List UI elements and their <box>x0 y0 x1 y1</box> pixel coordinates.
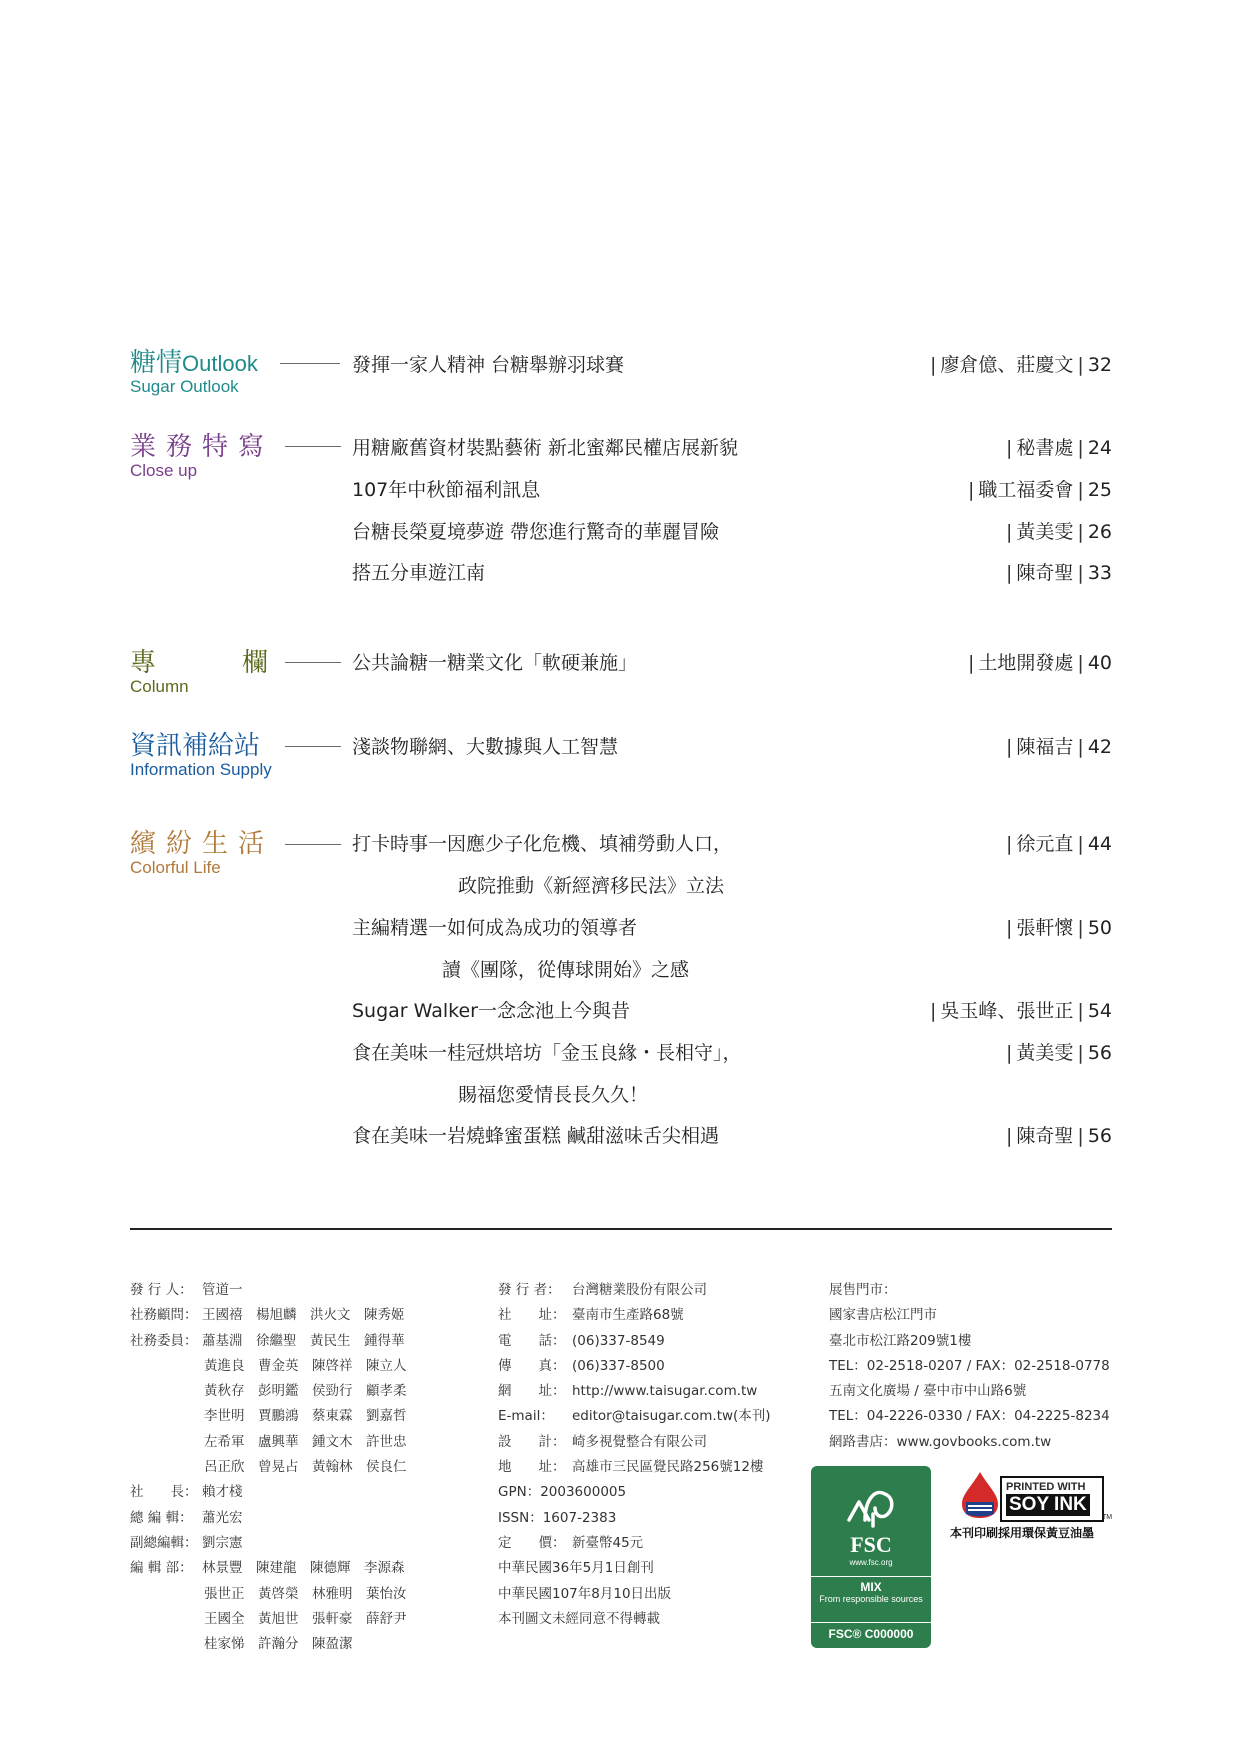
section-subtitle-column: Column <box>130 677 189 696</box>
author-name: 職工福委會 <box>978 479 1074 501</box>
fsc-logo <box>811 1466 931 1648</box>
staff-row-committee-cont: 李世明 賈鵬鴻 蔡東霖 劉嘉哲 <box>204 1408 407 1425</box>
toc-entry-title[interactable]: 搭五分車遊江南 <box>352 562 486 584</box>
author-name: 廖倉億、莊慶文 <box>940 354 1074 376</box>
toc-entry-author: | 陳奇聖 | 56 <box>1005 1125 1112 1147</box>
soy-line1: PRINTED WITH <box>1006 1481 1086 1493</box>
staff-row-chief-editor <box>130 1506 407 1531</box>
value: (06)337-8549 <box>572 1332 665 1349</box>
store-line: 國家書店松江門市 <box>829 1307 937 1324</box>
toc-entry-author: | 秘書處 | 24 <box>1005 437 1112 459</box>
staff-row-editors-cont: 桂家悌 許瀚分 陳盈潔 <box>204 1636 353 1653</box>
toc-entry-title[interactable]: 打卡時事一因應少子化危機、填補勞動人口， <box>352 833 733 855</box>
stores-column <box>829 1278 1110 1455</box>
stores-heading: 展售門市： <box>829 1282 897 1298</box>
label: 發 行 人： <box>130 1282 193 1298</box>
toc-entry-author: | 張軒懷 | 50 <box>1005 917 1112 939</box>
page-number: 54 <box>1087 1000 1112 1022</box>
value: 新臺幣45元 <box>572 1534 644 1551</box>
author-name: 吳玉峰、張世正 <box>940 1000 1074 1022</box>
staff-column <box>130 1278 407 1657</box>
staff-row-editors-cont: 張世正 黃啓榮 林雅明 葉怡汝 <box>204 1585 407 1602</box>
section-title-column <box>130 648 270 678</box>
label: 傳 真： <box>498 1357 566 1374</box>
value: 劉宗憲 <box>202 1534 243 1551</box>
staff-row-publisher <box>130 1278 407 1303</box>
toc-entry-author: | 廖倉億、莊慶文 | 32 <box>929 354 1112 376</box>
page-number: 32 <box>1087 354 1112 376</box>
toc-entry-author: | 土地開發處 | 40 <box>967 652 1112 674</box>
value: 蕭光宏 <box>202 1509 243 1526</box>
toc-entry-title-cont[interactable]: 政院推動《新經濟移民法》立法 <box>458 875 725 897</box>
staff-row-deputy-editor <box>130 1531 407 1556</box>
label: 電 話： <box>498 1332 566 1349</box>
page-number: 56 <box>1087 1125 1112 1147</box>
leader-line <box>285 662 341 663</box>
author-name: 土地開發處 <box>978 652 1074 674</box>
info-row-email <box>498 1404 771 1429</box>
value: 高雄市三民區覺民路256號12樓 <box>572 1459 764 1476</box>
leader-line <box>285 446 341 447</box>
page-number: 40 <box>1087 652 1112 674</box>
page-number: 42 <box>1087 736 1112 758</box>
fsc-url: www.fsc.org <box>849 1558 893 1567</box>
section-subtitle-colorful-life: Colorful Life <box>130 858 221 877</box>
author-name: 秘書處 <box>1016 437 1074 459</box>
toc-entry-title[interactable]: 食在美味一岩燒蜂蜜蛋糕 鹹甜滋味舌尖相遇 <box>352 1125 720 1147</box>
info-row-location <box>498 1455 771 1480</box>
author-name: 陳奇聖 <box>1016 1125 1074 1147</box>
label: 社務顧問： <box>130 1307 198 1324</box>
soy-tm: TM <box>1102 1514 1113 1521</box>
label: 社 長： <box>130 1484 198 1501</box>
label: 定 價： <box>498 1534 566 1551</box>
page-number: 50 <box>1087 917 1112 939</box>
fsc-brand: FSC <box>850 1532 892 1557</box>
toc-entry-title-cont[interactable]: 讀《團隊，從傳球開始》之感 <box>442 959 690 981</box>
divider <box>130 1228 1112 1230</box>
section-subtitle-information-supply: Information Supply <box>130 760 272 779</box>
section-title-close-up: 業務特寫 <box>130 432 275 462</box>
staff-row-advisors <box>130 1303 407 1328</box>
label: 發 行 者： <box>498 1282 561 1298</box>
store-line: TEL：02-2518-0207 / FAX：02-2518-0778 <box>829 1357 1110 1374</box>
toc-entry-title[interactable]: 公共論糖一糖業文化「軟硬兼施」 <box>352 652 638 674</box>
toc-entry-author: | 黃美雯 | 26 <box>1005 521 1112 543</box>
section-title-zh-b: 欄 <box>242 648 269 678</box>
soy-ink-logo <box>950 1464 1115 1544</box>
toc-entry-author: | 黃美雯 | 56 <box>1005 1042 1112 1064</box>
leader-line <box>280 363 340 364</box>
author-name: 徐元直 <box>1016 833 1074 855</box>
soy-caption: 本刊印刷採用環保黃豆油墨 <box>950 1526 1095 1540</box>
toc-entry-author: | 職工福委會 | 25 <box>967 479 1112 501</box>
staff-row-committee-cont: 左希軍 盧興華 鍾文木 許世忠 <box>204 1433 407 1450</box>
toc-entry-title[interactable]: 主編精選一如何成為成功的領導者 <box>352 917 638 939</box>
store-line: TEL：04-2226-0330 / FAX：04-2225-8234 <box>829 1408 1110 1425</box>
toc-entry-title[interactable]: 發揮一家人精神 台糖舉辦羽球賽 <box>352 354 625 376</box>
staff-row-committee-cont: 黃進良 曹金英 陳啓祥 陳立人 <box>204 1357 407 1374</box>
label: 總 編 輯： <box>130 1509 193 1526</box>
info-row-founded: 中華民國36年5月1日創刊 <box>498 1560 654 1577</box>
author-name: 張軒懷 <box>1016 917 1074 939</box>
section-title-outlook <box>130 348 258 379</box>
leader-line <box>285 746 341 747</box>
page-number: 44 <box>1087 833 1112 855</box>
soy-drop-icon <box>958 1470 1002 1520</box>
value: 管道一 <box>202 1282 243 1298</box>
label: 社務委員： <box>130 1332 198 1349</box>
value: 臺南市生產路68號 <box>572 1307 684 1324</box>
value: 崎多視覺整合有限公司 <box>572 1433 707 1450</box>
info-row-issuer <box>498 1278 771 1303</box>
author-name: 陳福吉 <box>1016 736 1074 758</box>
info-row-published: 中華民國107年8月10日出版 <box>498 1585 672 1602</box>
toc-entry-title-cont[interactable]: 賜福您愛情長長久久！ <box>458 1084 649 1106</box>
staff-row-committee-cont: 黃秋存 彭明鑑 侯勁行 顧孝柔 <box>204 1383 407 1400</box>
label: 編 輯 部： <box>130 1560 193 1577</box>
toc-entry-author: | 吳玉峰、張世正 | 54 <box>929 1000 1112 1022</box>
fsc-from: From responsible sources <box>819 1594 923 1604</box>
toc-entry-title[interactable]: 用糖廠舊資材裝點藝術 新北蜜鄰民權店展新貌 <box>352 437 739 459</box>
toc-entry-title[interactable]: Sugar Walker一念念池上今與昔 <box>352 1000 630 1022</box>
info-row-address <box>498 1303 771 1328</box>
value: 林景豐 陳建龍 陳德輝 李源森 <box>202 1560 405 1577</box>
info-row-notice: 本刊圖文未經同意不得轉載 <box>498 1610 660 1627</box>
label: E-mail： <box>498 1408 554 1425</box>
section-title-information-supply: 資訊補給站 <box>130 731 261 761</box>
store-line: 臺北市松江路209號1樓 <box>829 1332 972 1349</box>
author-name: 黃美雯 <box>1016 521 1074 543</box>
toc-entry-title[interactable]: 食在美味一桂冠烘培坊「金玉良緣・長相守」， <box>352 1042 742 1064</box>
toc-entry-author: | 陳福吉 | 42 <box>1005 736 1112 758</box>
value: 台灣糖業股份有限公司 <box>572 1282 707 1298</box>
value: 蕭基淵 徐繼聖 黃民生 鍾得華 <box>202 1332 405 1349</box>
label: 社 址： <box>498 1307 566 1324</box>
toc-entry-author: | 徐元直 | 44 <box>1005 833 1112 855</box>
email-link[interactable]: editor@taisugar.com.tw(本刊) <box>572 1408 771 1425</box>
value: 王國禧 楊旭麟 洪火文 陳秀姬 <box>202 1307 405 1324</box>
store-line: 五南文化廣場 / 臺中市中山路6號 <box>829 1383 1027 1400</box>
info-row-fax <box>498 1354 771 1379</box>
section-title-zh-a: 專 <box>130 648 157 678</box>
info-row-phone <box>498 1329 771 1354</box>
info-column <box>498 1278 771 1632</box>
author-name: 黃美雯 <box>1016 1042 1074 1064</box>
fsc-code: FSC® C000000 <box>811 1622 931 1641</box>
info-row-design <box>498 1430 771 1455</box>
fsc-mix: MIX <box>811 1576 931 1594</box>
page-number: 25 <box>1087 479 1112 501</box>
toc-entry-title[interactable]: 淺談物聯網、大數據與人工智慧 <box>352 736 619 758</box>
section-title-colorful-life: 繽紛生活 <box>130 829 275 859</box>
label: 設 計： <box>498 1433 566 1450</box>
staff-row-editors-cont: 王國全 黃旭世 張軒豪 薛舒尹 <box>204 1610 407 1627</box>
label: 地 址： <box>498 1459 566 1476</box>
staff-row-committee-cont: 呂正欣 曾晃占 黃翰林 侯良仁 <box>204 1459 407 1476</box>
label: 網 址： <box>498 1383 566 1400</box>
soy-line2: SOY INK <box>1006 1494 1090 1516</box>
fsc-tree-icon <box>841 1480 901 1530</box>
info-row-price <box>498 1531 771 1556</box>
author-name: 陳奇聖 <box>1016 562 1074 584</box>
staff-row-editors <box>130 1556 407 1581</box>
page-number: 26 <box>1087 521 1112 543</box>
info-row-gpn: GPN：2003600005 <box>498 1484 627 1501</box>
value: (06)337-8500 <box>572 1357 665 1374</box>
page-number: 33 <box>1087 562 1112 584</box>
toc-entry-title[interactable]: 台糖長榮夏境夢遊 帶您進行驚奇的華麗冒險 <box>352 521 720 543</box>
page-number: 56 <box>1087 1042 1112 1064</box>
staff-row-president <box>130 1480 407 1505</box>
website-link[interactable]: http://www.taisugar.com.tw <box>572 1383 758 1400</box>
store-line[interactable]: 網路書店：www.govbooks.com.tw <box>829 1433 1052 1450</box>
value: 賴才棧 <box>202 1484 243 1501</box>
page-number: 24 <box>1087 437 1112 459</box>
info-row-issn: ISSN：1607-2383 <box>498 1509 617 1526</box>
info-row-web <box>498 1379 771 1404</box>
section-subtitle-close-up: Close up <box>130 461 198 480</box>
staff-row-committee <box>130 1329 407 1354</box>
leader-line <box>285 844 341 845</box>
toc-entry-author: | 陳奇聖 | 33 <box>1005 562 1112 584</box>
section-subtitle-outlook: Sugar Outlook <box>130 377 239 396</box>
section-title-zh: 糖情 <box>130 348 183 378</box>
soy-ink-box <box>1000 1476 1104 1522</box>
section-title-en-inline: Outlook <box>182 351 258 376</box>
label: 副總編輯： <box>130 1534 198 1551</box>
toc-entry-title[interactable]: 107年中秋節福利訊息 <box>352 479 541 501</box>
